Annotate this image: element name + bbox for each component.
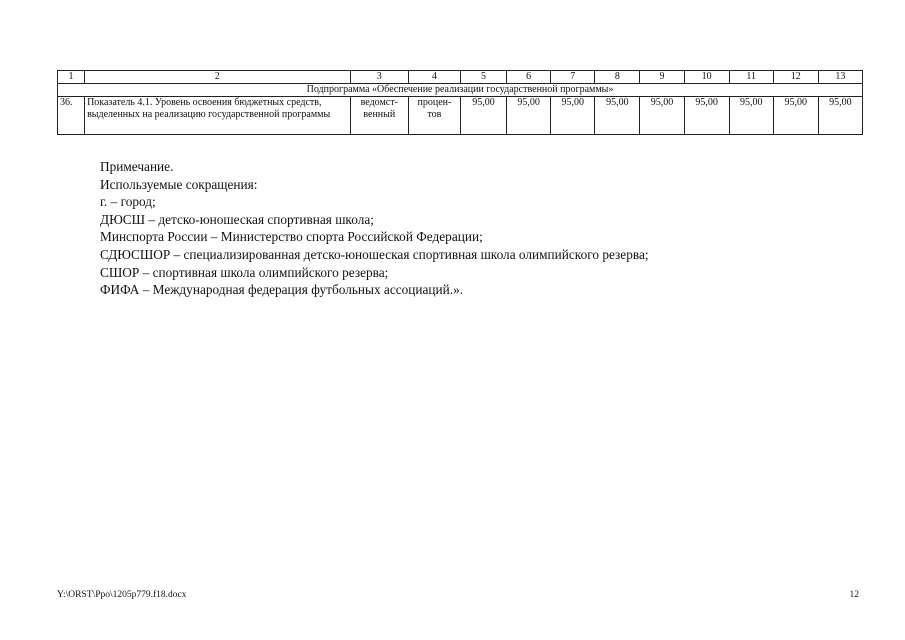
header-cell: 3	[350, 71, 408, 84]
value-cell: 95,00	[640, 97, 684, 135]
value-cell: 95,00	[818, 97, 862, 135]
list-item: г. – город;	[100, 194, 156, 210]
header-cell: 7	[551, 71, 595, 84]
footer-file-path: Y:\ORST\Ppo\1205p779.f18.docx	[57, 590, 187, 600]
value-cell: 95,00	[684, 97, 729, 135]
value-cell: 95,00	[595, 97, 640, 135]
header-cell: 4	[408, 71, 460, 84]
header-cell: 8	[595, 71, 640, 84]
value-cell: 95,00	[507, 97, 551, 135]
page-number: 12	[849, 590, 859, 600]
list-item: ФИФА – Международная федерация футбольных ассоциаций.».	[100, 282, 464, 298]
header-cell: 13	[818, 71, 862, 84]
header-cell: 11	[729, 71, 773, 84]
value-cell: 95,00	[729, 97, 773, 135]
list-item: Минспорта России – Министерство спорта Российской Федерации;	[100, 229, 483, 245]
header-cell: 9	[640, 71, 684, 84]
table-row	[58, 97, 863, 135]
notes-section	[100, 158, 649, 299]
abbreviations-title: Используемые сокращения:	[100, 176, 258, 192]
notes-title: Примечание.	[100, 159, 174, 174]
value-cell: 95,00	[460, 97, 506, 135]
row-number: 36.	[58, 97, 85, 135]
indicators-table	[57, 70, 863, 135]
unit-cell: процен-тов	[408, 97, 460, 135]
value-cell: 95,00	[551, 97, 595, 135]
header-cell: 6	[507, 71, 551, 84]
header-cell: 5	[460, 71, 506, 84]
header-cell: 1	[58, 71, 85, 84]
header-cell: 12	[773, 71, 818, 84]
subprogram-row	[58, 84, 863, 97]
list-item: СШОР – спортивная школа олимпийского резерва;	[100, 264, 389, 280]
list-item: СДЮСШОР – специализированная детско-юношеская спортивная школа олимпийского резерва;	[100, 246, 649, 262]
source-cell: ведомст-венный	[350, 97, 408, 135]
subprogram-title: Подпрограмма «Обеспечение реализации государственной программы»	[58, 84, 863, 97]
list-item: ДЮСШ – детско-юношеская спортивная школа;	[100, 211, 374, 227]
value-cell: 95,00	[773, 97, 818, 135]
header-cell: 2	[85, 71, 351, 84]
header-cell: 10	[684, 71, 729, 84]
indicator-name: Показатель 4.1. Уровень освоения бюджетных средств, выделенных на реализацию государственной программы	[85, 97, 351, 135]
table-header-row	[58, 71, 863, 84]
